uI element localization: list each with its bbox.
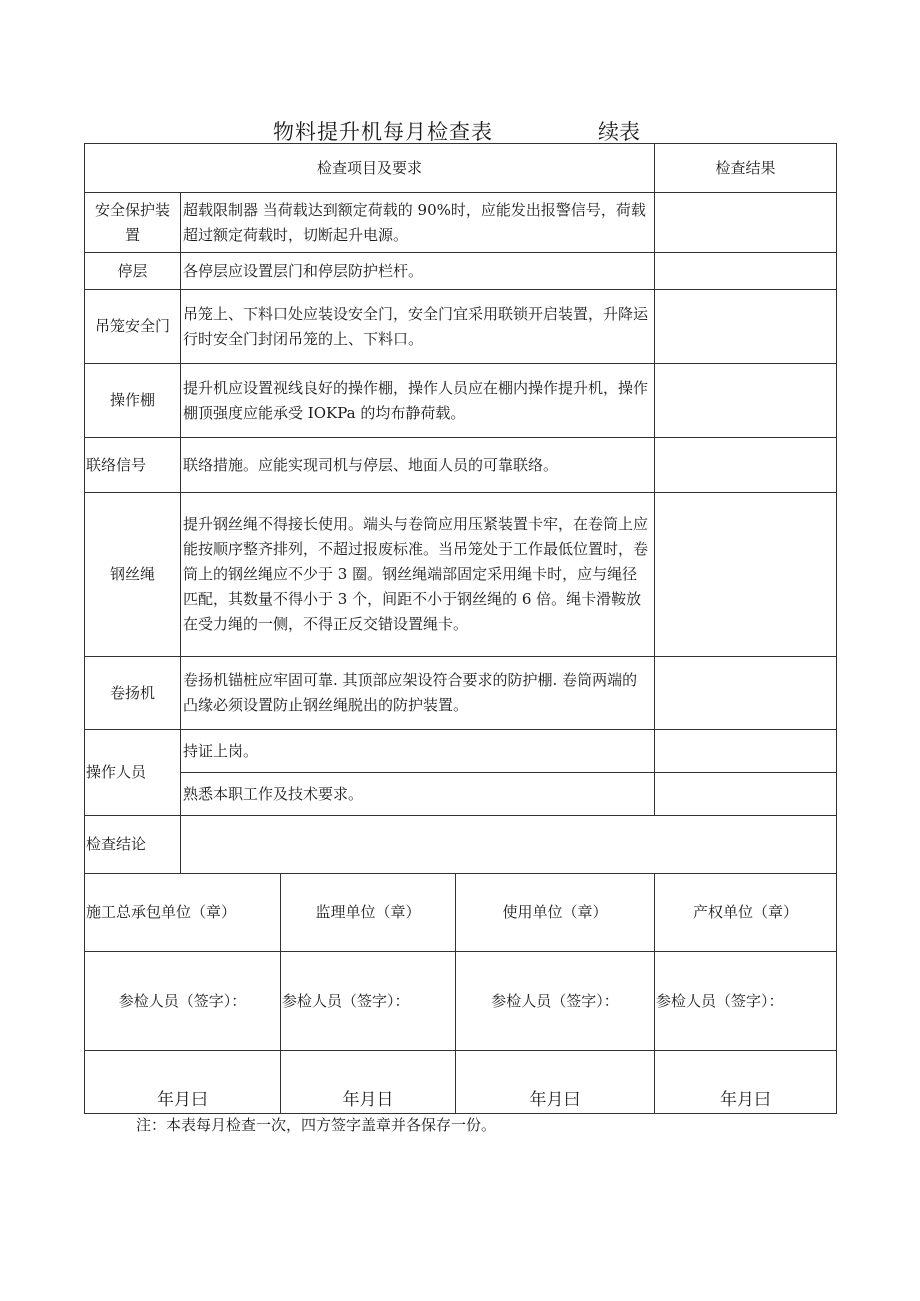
signature-unit: 使用单位（章）: [456, 874, 655, 952]
page-title: 物料提升机每月检查表: [273, 120, 493, 144]
conclusion-field[interactable]: [181, 816, 837, 874]
table-row: [85, 438, 837, 493]
inspection-table: [84, 143, 837, 1114]
operators-item: 熟悉本职工作及技术要求。: [181, 773, 655, 816]
signature-date[interactable]: 年月曰: [85, 1051, 281, 1114]
row-requirement: 卷扬机锚桩应牢固可靠. 其顶部应架设符合要求的防护棚. 卷筒两端的凸缘必须设置防止钢丝绳脱出的防护装置。: [181, 657, 655, 730]
row-result-cell[interactable]: [655, 438, 837, 493]
signature-person[interactable]: 参检人员（签字）：: [85, 952, 281, 1051]
row-requirement: 超载限制器 当荷载达到额定荷载的 90%时，应能发出报警信号，荷载超过额定荷载时，切断起升电源。: [181, 193, 655, 253]
signature-date[interactable]: 年月曰: [456, 1051, 655, 1114]
row-result-cell[interactable]: [655, 364, 837, 438]
signature-person[interactable]: 参检人员（签字）：: [281, 952, 456, 1051]
row-category: 钢丝绳: [85, 493, 181, 657]
signature-unit-row: [85, 874, 837, 952]
header-result: 检查结果: [655, 144, 837, 193]
signature-unit: 监理单位（章）: [281, 874, 456, 952]
table-row: [85, 730, 837, 773]
header-items: 检查项目及要求: [85, 144, 655, 193]
row-requirement: 吊笼上、下料口处应装设安全门，安全门宜采用联锁开启装置，升降运行时安全门封闭吊笼的上、下料口。: [181, 290, 655, 364]
row-category: 操作棚: [85, 364, 181, 438]
row-result-cell[interactable]: [655, 657, 837, 730]
table-header-row: [85, 144, 837, 193]
signature-unit: 产权单位（章）: [655, 874, 837, 952]
table-row: [85, 493, 837, 657]
signature-unit: 施工总承包单位（章）: [85, 874, 281, 952]
table-row: [85, 290, 837, 364]
signature-date-row: [85, 1051, 837, 1114]
signature-person[interactable]: 参检人员（签字）：: [655, 952, 837, 1051]
signature-person-row: [85, 952, 837, 1051]
table-row: [85, 193, 837, 253]
conclusion-row: [85, 816, 837, 874]
operators-category: 操作人员: [85, 730, 181, 816]
conclusion-label: 检查结论: [85, 816, 181, 874]
row-requirement: 提升钢丝绳不得接长使用。端头与卷筒应用压紧装置卡牢，在卷筒上应能按顺序整齐排列，不超过报废标准。当吊笼处于工作最低位置时，卷筒上的钢丝绳应不少于 3 圈。钢丝绳端部固定采用绳卡时，应与绳径匹配，其数量不得小于 3 个，间距不小于钢丝绳的 6 倍。绳卡滑鞍放在受力绳的一侧，不得正反交错设置绳卡。: [181, 493, 655, 657]
table-row: [85, 253, 837, 290]
row-category: 安全保护装置: [85, 193, 181, 253]
row-category: 停层: [85, 253, 181, 290]
table-row: [85, 773, 837, 816]
signature-date[interactable]: 年月日: [281, 1051, 456, 1114]
row-result-cell[interactable]: [655, 193, 837, 253]
table-row: [85, 657, 837, 730]
row-result-cell[interactable]: [655, 290, 837, 364]
row-result-cell[interactable]: [655, 730, 837, 773]
row-result-cell[interactable]: [655, 493, 837, 657]
row-result-cell[interactable]: [655, 253, 837, 290]
row-category: 联络信号: [85, 438, 181, 493]
row-requirement: 联络措施。应能实现司机与停层、地面人员的可靠联络。: [181, 438, 655, 493]
operators-item: 持证上岗。: [181, 730, 655, 773]
row-category: 卷扬机: [85, 657, 181, 730]
title-suffix: 续表: [598, 120, 640, 144]
signature-date[interactable]: 年月曰: [655, 1051, 837, 1114]
row-category: 吊笼安全门: [85, 290, 181, 364]
row-requirement: 提升机应设置视线良好的操作棚，操作人员应在棚内操作提升机，操作棚顶强度应能承受 IOKPa 的均布静荷载。: [181, 364, 655, 438]
row-requirement: 各停层应设置层门和停层防护栏杆。: [181, 253, 655, 290]
signature-person[interactable]: 参检人员（签字）：: [456, 952, 655, 1051]
table-row: [85, 364, 837, 438]
footnote: 注：本表每月检查一次，四方签字盖章并各保存一份。: [136, 1116, 497, 1134]
row-result-cell[interactable]: [655, 773, 837, 816]
